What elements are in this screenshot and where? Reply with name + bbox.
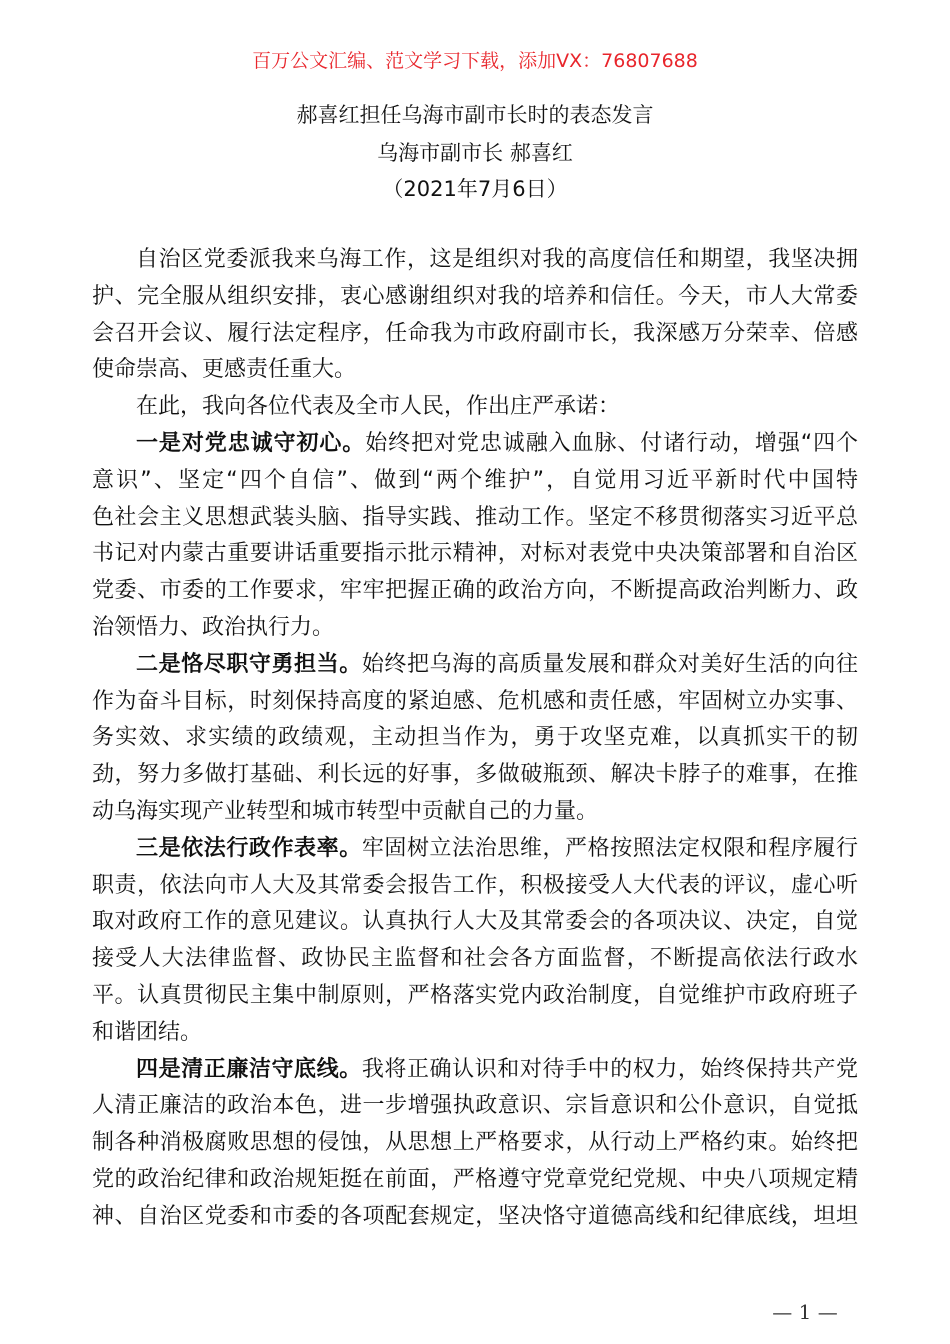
paragraph-line: [92, 1125, 858, 1162]
paragraph-line: [92, 684, 858, 721]
paragraph: [92, 242, 858, 389]
line-text: 职责，依法向市人大及其常委会报告工作，积极接受人大代表的评议，虚心听: [92, 872, 858, 898]
paragraph-lead: 三是依法行政作表率。: [136, 835, 362, 861]
line-text: 务实效、求实绩的政绩观，主动担当作为，勇于攻坚克难，以真抓实干的韧: [92, 725, 858, 751]
line-text: 始终把对党忠诚融入血脉、付诸行动，增强“四个: [365, 430, 858, 456]
paragraph: [92, 647, 858, 831]
paragraph: [92, 389, 858, 426]
document-body: [92, 242, 858, 1236]
paragraph-line: [92, 242, 858, 279]
line-text: 接受人大法律监督、政协民主监督和社会各方面监督，不断提高依法行政水: [92, 946, 858, 972]
line-text: 党的政治纪律和政治规矩挺在前面，严格遵守党章党纪党规、中央八项规定精: [92, 1166, 858, 1192]
paragraph-line: [92, 316, 858, 353]
paragraph: [92, 1052, 858, 1236]
line-text: 人清正廉洁的政治本色，进一步增强执政意识、宗旨意识和公仆意识，自觉抵: [92, 1093, 858, 1119]
line-text: 自治区党委派我来乌海工作，这是组织对我的高度信任和期望，我坚决拥: [136, 247, 858, 272]
line-text: 意识”、坚定“四个自信”、做到“两个维护”，自觉用习近平新时代中国特: [92, 467, 858, 493]
line-text: 作为奋斗目标，时刻保持高度的紧迫感、危机感和责任感，牢固树立办实事、: [92, 688, 858, 714]
line-text: 护、完全服从组织安排，衷心感谢组织对我的培养和信任。今天，市人大常委: [92, 283, 858, 309]
paragraph-lead: 二是恪尽职守勇担当。: [136, 651, 362, 677]
line-text: 我将正确认识和对待手中的权力，始终保持共产党: [361, 1056, 858, 1082]
paragraph: [92, 831, 858, 1052]
line-text: 平。认真贯彻民主集中制原则，严格落实党内政治制度，自觉维护市政府班子: [92, 982, 858, 1008]
line-text: 始终把乌海的高质量发展和群众对美好生活的向往: [361, 651, 858, 677]
page-number: — 1 —: [772, 1300, 838, 1324]
line-text: 书记对内蒙古重要讲话重要指示批示精神，对标对表党中央决策部署和自治区: [92, 541, 858, 567]
paragraph-line: [92, 352, 858, 389]
paragraph-line: [92, 279, 858, 316]
line-text: 牢固树立法治思维，严格按照法定权限和程序履行: [361, 835, 858, 861]
document-date: （2021年7月6日）: [382, 177, 568, 201]
paragraph: [92, 426, 858, 647]
paragraph-line: [92, 757, 858, 794]
line-text: 治领悟力、政治执行力。: [92, 614, 335, 640]
paragraph-line: [92, 647, 858, 684]
paragraph-line: [92, 463, 858, 500]
paragraph-line: [92, 1199, 858, 1236]
paragraph-line: [92, 389, 858, 426]
line-text: 动乌海实现产业转型和城市转型中贡献自己的力量。: [92, 798, 599, 824]
paragraph-line: [92, 941, 858, 978]
line-text: 在此，我向各位代表及全市人民，作出庄严承诺：: [136, 394, 621, 420]
line-text: 会召开会议、履行法定程序，任命我为市政府副市长，我深感万分荣幸、倍感: [92, 320, 858, 346]
paragraph-line: [92, 831, 858, 868]
paragraph-line: [92, 536, 858, 573]
paragraph-line: [92, 1088, 858, 1125]
paragraph-line: [92, 904, 858, 941]
paragraph-line: [92, 1052, 858, 1089]
paragraph-line: [92, 1015, 858, 1052]
line-text: 神、自治区党委和市委的各项配套规定，坚决恪守道德高线和纪律底线，坦坦: [92, 1203, 858, 1229]
paragraph-lead: 一是对党忠诚守初心。: [136, 430, 366, 456]
line-text: 取对政府工作的意见建议。认真执行人大及其常委会的各项决议、决定，自觉: [92, 909, 858, 935]
paragraph-lead: 四是清正廉洁守底线。: [136, 1056, 362, 1082]
paragraph-line: [92, 794, 858, 831]
paragraph-line: [92, 573, 858, 610]
line-text: 党委、市委的工作要求，牢牢把握正确的政治方向，不断提高政治判断力、政: [92, 578, 858, 604]
document-author: 乌海市副市长 郝喜红: [377, 141, 573, 165]
line-text: 和谐团结。: [92, 1019, 203, 1045]
line-text: 色社会主义思想武装头脑、指导实践、推动工作。坚定不移贯彻落实习近平总: [92, 504, 858, 530]
line-text: 劲，努力多做打基础、利长远的好事，多做破瓶颈、解决卡脖子的难事，在推: [92, 762, 858, 788]
watermark-banner: 百万公文汇编、范文学习下载，添加VX：76807688: [252, 50, 698, 72]
paragraph-line: [92, 500, 858, 537]
paragraph-line: [92, 868, 858, 905]
paragraph-line: [92, 426, 858, 463]
line-text: 制各种消极腐败思想的侵蚀，从思想上严格要求，从行动上严格约束。始终把: [92, 1130, 858, 1156]
document-title: 郝喜红担任乌海市副市长时的表态发言: [296, 103, 654, 127]
paragraph-line: [92, 720, 858, 757]
paragraph-line: [92, 978, 858, 1015]
line-text: 使命崇高、更感责任重大。: [92, 357, 357, 383]
paragraph-line: [92, 610, 858, 647]
paragraph-line: [92, 1162, 858, 1199]
